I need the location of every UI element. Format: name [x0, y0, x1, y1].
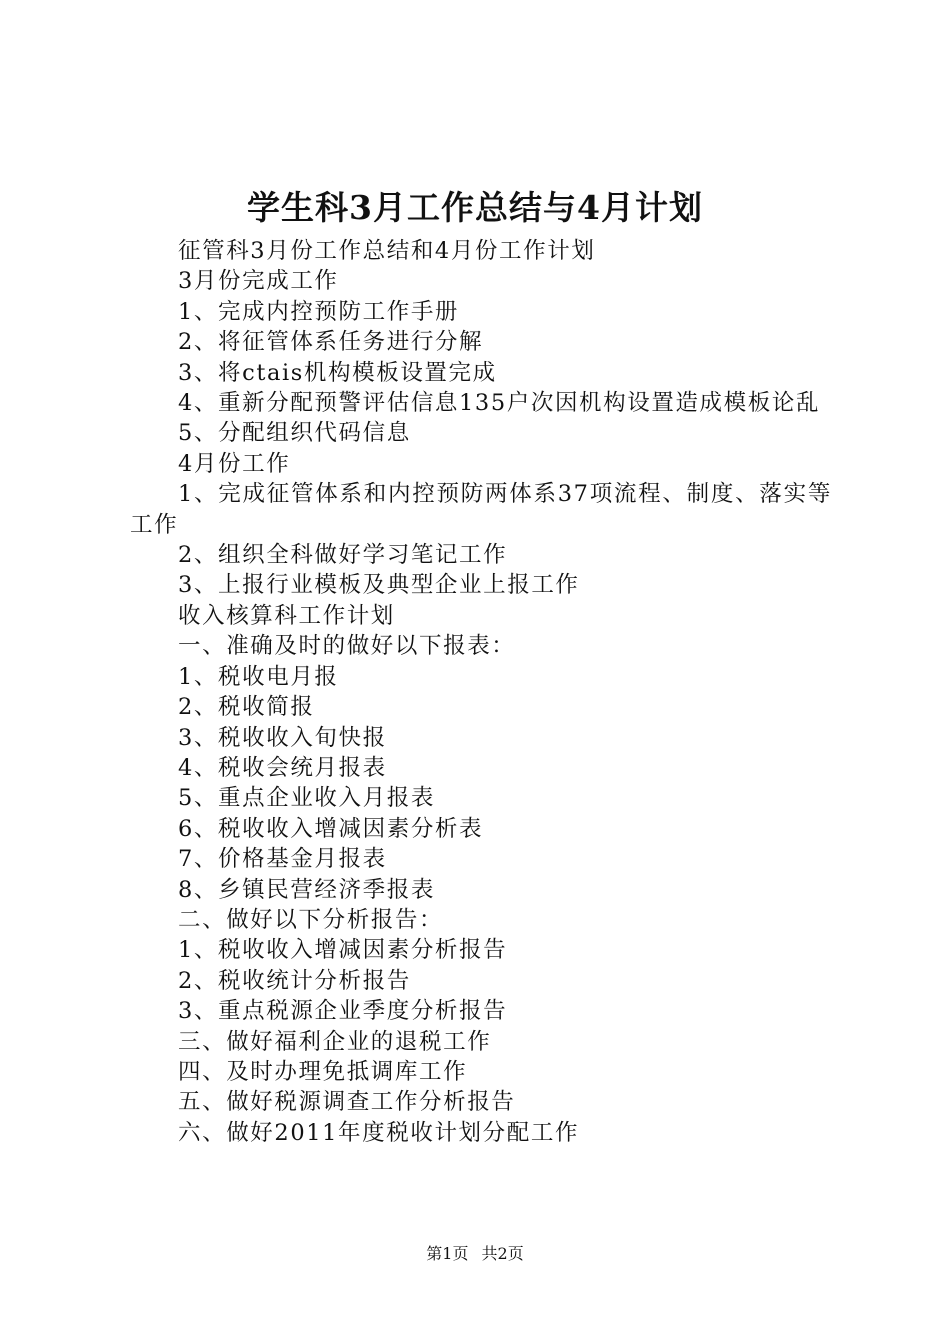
paragraph: 4月份工作 — [178, 450, 291, 477]
paragraph: 3、上报行业模板及典型企业上报工作 — [178, 572, 580, 599]
paragraph: 3、将ctais机构模板设置完成 — [178, 359, 497, 386]
paragraph: 5、分配组织代码信息 — [178, 420, 411, 447]
paragraph: 六、做好2011年度税收计划分配工作 — [178, 1119, 580, 1146]
paragraph: 7、价格基金月报表 — [178, 846, 387, 873]
paragraph: 五、做好税源调查工作分析报告 — [178, 1089, 516, 1116]
paragraph: 2、组织全科做好学习笔记工作 — [178, 542, 508, 569]
paragraph: 4、税收会统月报表 — [178, 754, 387, 781]
paragraph: 1、税收收入增减因素分析报告 — [178, 937, 508, 964]
paragraph: 征管科3月份工作总结和4月份工作计划 — [178, 238, 596, 264]
document-title: 学生科3月工作总结与4月计划 — [247, 188, 703, 227]
document-body — [130, 236, 832, 1148]
paragraph: 1、完成征管体系和内控预防两体系37项流程、制度、落实等工作 — [130, 481, 832, 538]
page-number: 第1页 — [426, 1244, 469, 1263]
paragraph: 三、做好福利企业的退税工作 — [178, 1028, 492, 1055]
paragraph: 3、税收收入旬快报 — [178, 724, 387, 751]
paragraph: 3、重点税源企业季度分析报告 — [178, 998, 508, 1025]
paragraph: 收入核算科工作计划 — [178, 602, 395, 629]
paragraph: 二、做好以下分析报告： — [178, 906, 444, 933]
paragraph: 四、及时办理免抵调库工作 — [178, 1058, 468, 1085]
paragraph: 5、重点企业收入月报表 — [178, 785, 435, 812]
paragraph: 1、税收电月报 — [178, 663, 339, 690]
paragraph: 2、税收简报 — [178, 694, 315, 721]
paragraph: 4、重新分配预警评估信息135户次因机构设置造成模板论乱 — [178, 390, 821, 417]
paragraph: 1、完成内控预防工作手册 — [178, 298, 460, 325]
page-footer — [0, 1243, 950, 1265]
paragraph: 2、将征管体系任务进行分解 — [178, 329, 484, 356]
paragraph: 8、乡镇民营经济季报表 — [178, 876, 435, 903]
page-total: 共2页 — [481, 1244, 524, 1263]
paragraph: 2、税收统计分析报告 — [178, 967, 411, 994]
paragraph: 6、税收收入增减因素分析表 — [178, 815, 484, 842]
paragraph: 3月份完成工作 — [178, 268, 339, 295]
paragraph: 一、准确及时的做好以下报表： — [178, 633, 516, 660]
